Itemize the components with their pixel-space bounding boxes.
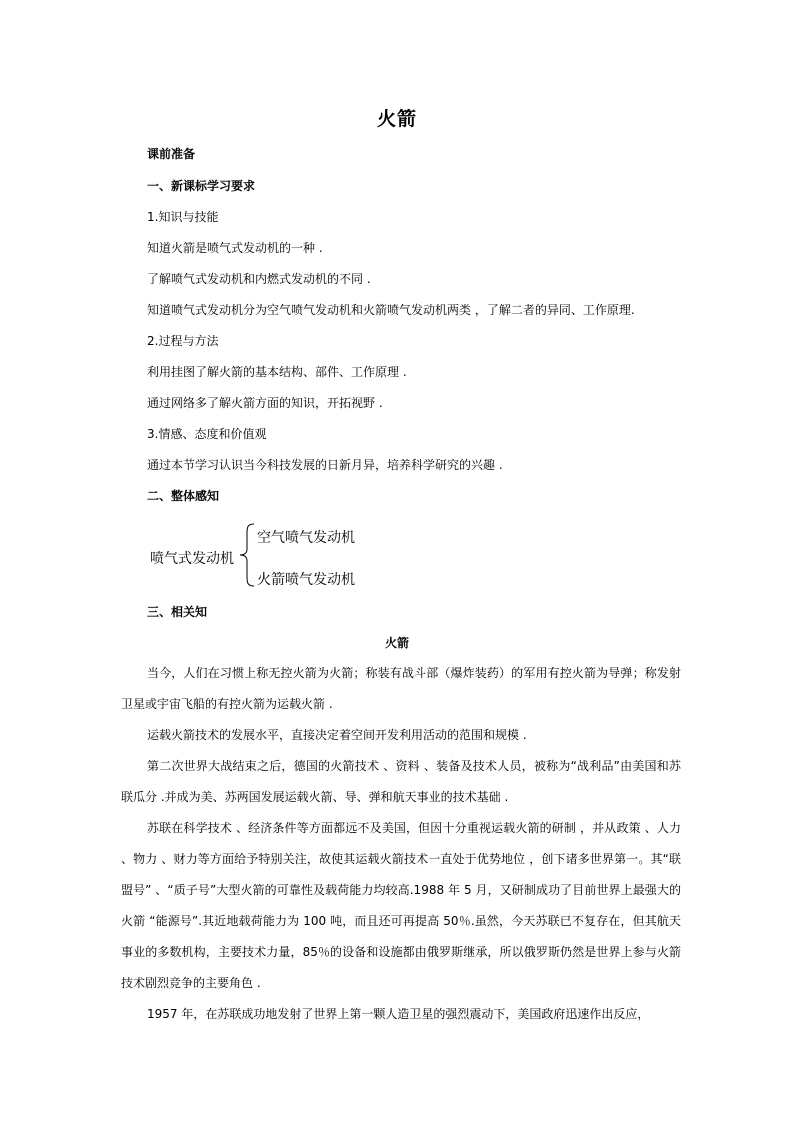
section-prep-heading: 课前准备 xyxy=(147,147,196,161)
section2-heading: 二、整体感知 xyxy=(147,489,220,503)
section1-item: 知道喷气式发动机分为空气喷气发动机和火箭喷气发动机两类 ，了解二者的异同、工作原理. xyxy=(147,303,635,317)
diagram-branch-label: 空气喷气发动机 xyxy=(257,530,355,546)
section1-heading: 一、新课标学习要求 xyxy=(147,179,256,193)
diagram-root-label: 喷气式发动机 xyxy=(150,551,234,567)
section3-subtitle: 火箭 xyxy=(384,636,409,650)
section1-item: 通过本节学习认识当今科技发展的日新月异，培养科学研究的兴趣 . xyxy=(147,458,503,472)
section1-item: 利用挂图了解火箭的基本结构、部件、工作原理 . xyxy=(147,365,407,379)
paragraph: 运载火箭技术的发展水平，直接决定着空间开发利用活动的范围和规模 . xyxy=(147,728,527,742)
section1-item: 通过网络多了解火箭方面的知识，开拓视野 . xyxy=(147,396,383,410)
diagram-branch-label: 火箭喷气发动机 xyxy=(257,572,355,588)
section3-heading: 三、相关知 xyxy=(147,605,208,619)
paragraph: 第二次世界大战结束之后，德国的火箭技术 、资料 、装备及技术人员，被称为“战利品”由美国和苏联瓜分 .并成为美、苏两国发展运载火箭、导、弹和航天事业的技术基础 . xyxy=(121,759,681,804)
document-title: 火箭 xyxy=(376,108,417,130)
section1-sub3: 3.情感、态度和价值观 xyxy=(147,427,267,441)
section1-sub2: 2.过程与方法 xyxy=(147,334,219,348)
section1-sub1: 1.知识与技能 xyxy=(147,210,219,224)
section1-item: 知道火箭是喷气式发动机的一种 . xyxy=(147,241,323,255)
brace-icon xyxy=(238,522,256,588)
paragraph: 当今，人们在习惯上称无控火箭为火箭；称装有战斗部（爆炸装药）的军用有控火箭为导弹；称发射卫星或宇宙飞船的有控火箭为运载火箭 . xyxy=(121,666,681,711)
section1-item: 了解喷气式发动机和内燃式发动机的不同 . xyxy=(147,272,371,286)
paragraph: 1957 年，在苏联成功地发射了世界上第一颗人造卫星的强烈震动下，美国政府迅速作出反应， xyxy=(147,1007,650,1021)
paragraph: 苏联在科学技术 、经济条件等方面都远不及美国，但因十分重视运载火箭的研制 ，并从政策 、人力 、物力 、财力等方面给予特别关注，故使其运载火箭技术一直处于优势地位 ，创下诸多世界第一。其“联盟号” 、“质子号”大型火箭的可靠性及载荷能力均较高.1988 年 5 月，又研制成功了目前世界上最强大的火箭 “能源号”.其近地载荷能力为 100 吨，而且还可再提高 50％.虽然，今天苏联已不复存在，但其航天事业的多数机构，主要技术力量，85％的设备和设施都由俄罗斯继承，所以俄罗斯仍然是世界上参与火箭技术剧烈竞争的主要角色 . xyxy=(121,821,681,990)
